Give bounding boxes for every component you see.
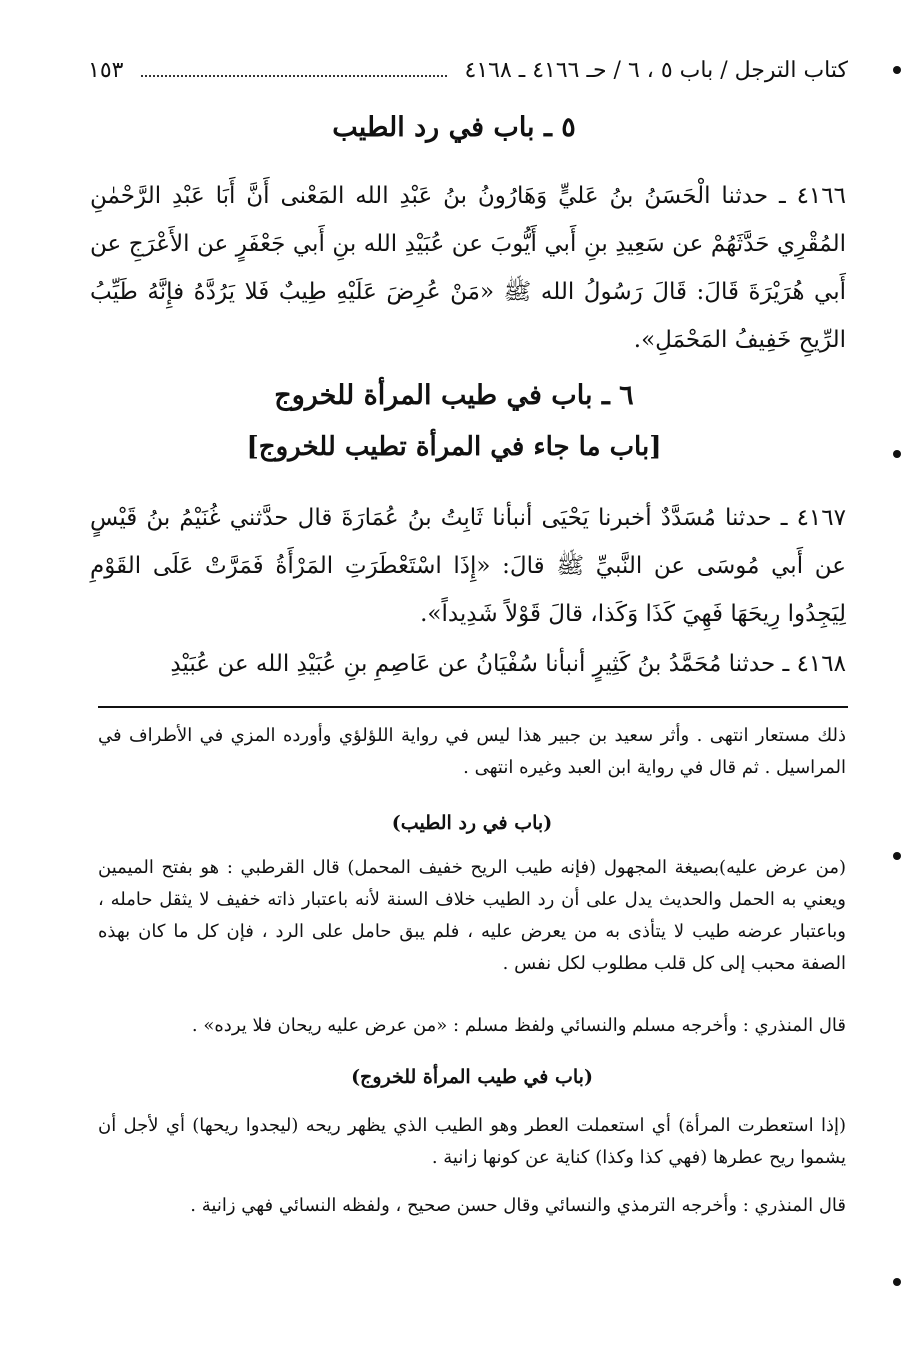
chapter-6-subtitle: [باب ما جاء في المرأة تطيب للخروج] [246, 432, 662, 462]
page-number: ١٥٣ [88, 57, 124, 83]
running-title: كتاب الترجل / باب ٥ ، ٦ / حـ ٤١٦٦ ـ ٤١٦٨ [464, 57, 848, 83]
scan-mark [893, 1278, 901, 1286]
leader-dots [141, 63, 446, 77]
running-header [88, 52, 848, 88]
hadith-4167: ٤١٦٧ ـ حدثنا مُسَدَّدٌ أخبرنا يَحْيَى أنبأنا ثَابِتُ بنُ عُمَارَةَ قال حدَّثني غُنَيْمُ بنُ قَيْسٍ عن أَبي مُوسَى عن النَّبيِّ ﷺ قالَ: «إِذَا اسْتَعْطَرَتِ المَرْأَةُ فَمَرَّتْ عَلَى القَوْمِ لِيَجِدُوا رِيحَهَا فَهِيَ كَذَا وَكَذا، قالَ قَوْلاً شَدِيداً». [90, 505, 846, 627]
commentary-paragraph: (من عرض عليه)بصيغة المجهول (فإنه طيب الريح خفيف المحمل) قال القرطبي : هو بفتح الميمين ويعني به الحمل والحديث يدل على أن رد الطيب خلاف السنة لأنه باعتبار ذاته خفيف لا يثقل حامله ، وباعتبار عرضه طيب لا يتأذى به من يعرض عليه ، فلم يبق حامل على الرد ، فإن كل ما كان بهذه الصفة محبب إلى كل قلب مطلوب لكل نفس . [98, 857, 846, 974]
scan-mark [893, 450, 901, 458]
chapter-5-title: ٥ ـ باب في رد الطيب [332, 112, 576, 143]
commentary-heading: (باب في طيب المرأة للخروج) [351, 1066, 593, 1088]
footnote-divider [98, 706, 848, 708]
commentary-paragraph: ذلك مستعار انتهى . وأثر سعيد بن جبير هذا ليس في رواية اللؤلؤي وأورده المزي في الأطراف في المراسيل . ثم قال في رواية ابن العبد وغيره انتهى . [98, 725, 846, 778]
commentary-paragraph: (إذا استعطرت المرأة) أي استعملت العطر وهو الطيب الذي يظهر ريحه (ليجدوا ريحها) أي لأجل أن يشموا ريح عطرها (فهي كذا وكذا) كناية عن كونها زانية . [98, 1115, 846, 1168]
hadith-4166: ٤١٦٦ ـ حدثنا الْحَسَنُ بنُ عَليٍّ وَهَارُونُ بنُ عَبْدِ الله المَعْنى أَنَّ أَبَا عَبْدِ الرَّحْمٰنِ المُقْرِي حَدَّثَهُمْ عن سَعِيدِ بنِ أَبي أَيُّوبَ عن عُبَيْدِ الله بنِ أَبي جَعْفَرٍ عن الأَعْرَجِ عن أَبي هُرَيْرَةَ قَالَ: قَالَ رَسُولُ الله ﷺ «مَنْ عُرِضَ عَلَيْهِ طِيبٌ فَلا يَرُدَّهُ فإِنَّهُ طَيِّبُ الرِّيحِ خَفِيفُ المَحْمَلِ». [90, 183, 846, 353]
hadith-4168: ٤١٦٨ ـ حدثنا مُحَمَّدُ بنُ كَثِيرٍ أنبأنا سُفْيَانُ عن عَاصِمِ بنِ عُبَيْدِ الله عن عُبَيْدِ [170, 651, 846, 677]
scan-mark [893, 852, 901, 860]
commentary-paragraph: قال المنذري : وأخرجه الترمذي والنسائي وقال حسن صحيح ، ولفظه النسائي فهي زانية . [190, 1195, 846, 1216]
chapter-6-title: ٦ ـ باب في طيب المرأة للخروج [274, 380, 634, 411]
scan-mark [893, 66, 901, 74]
commentary-paragraph: قال المنذري : وأخرجه مسلم والنسائي ولفظ مسلم : «من عرض عليه ريحان فلا يرده» . [191, 1015, 846, 1036]
commentary-heading: (باب في رد الطيب) [391, 812, 553, 834]
